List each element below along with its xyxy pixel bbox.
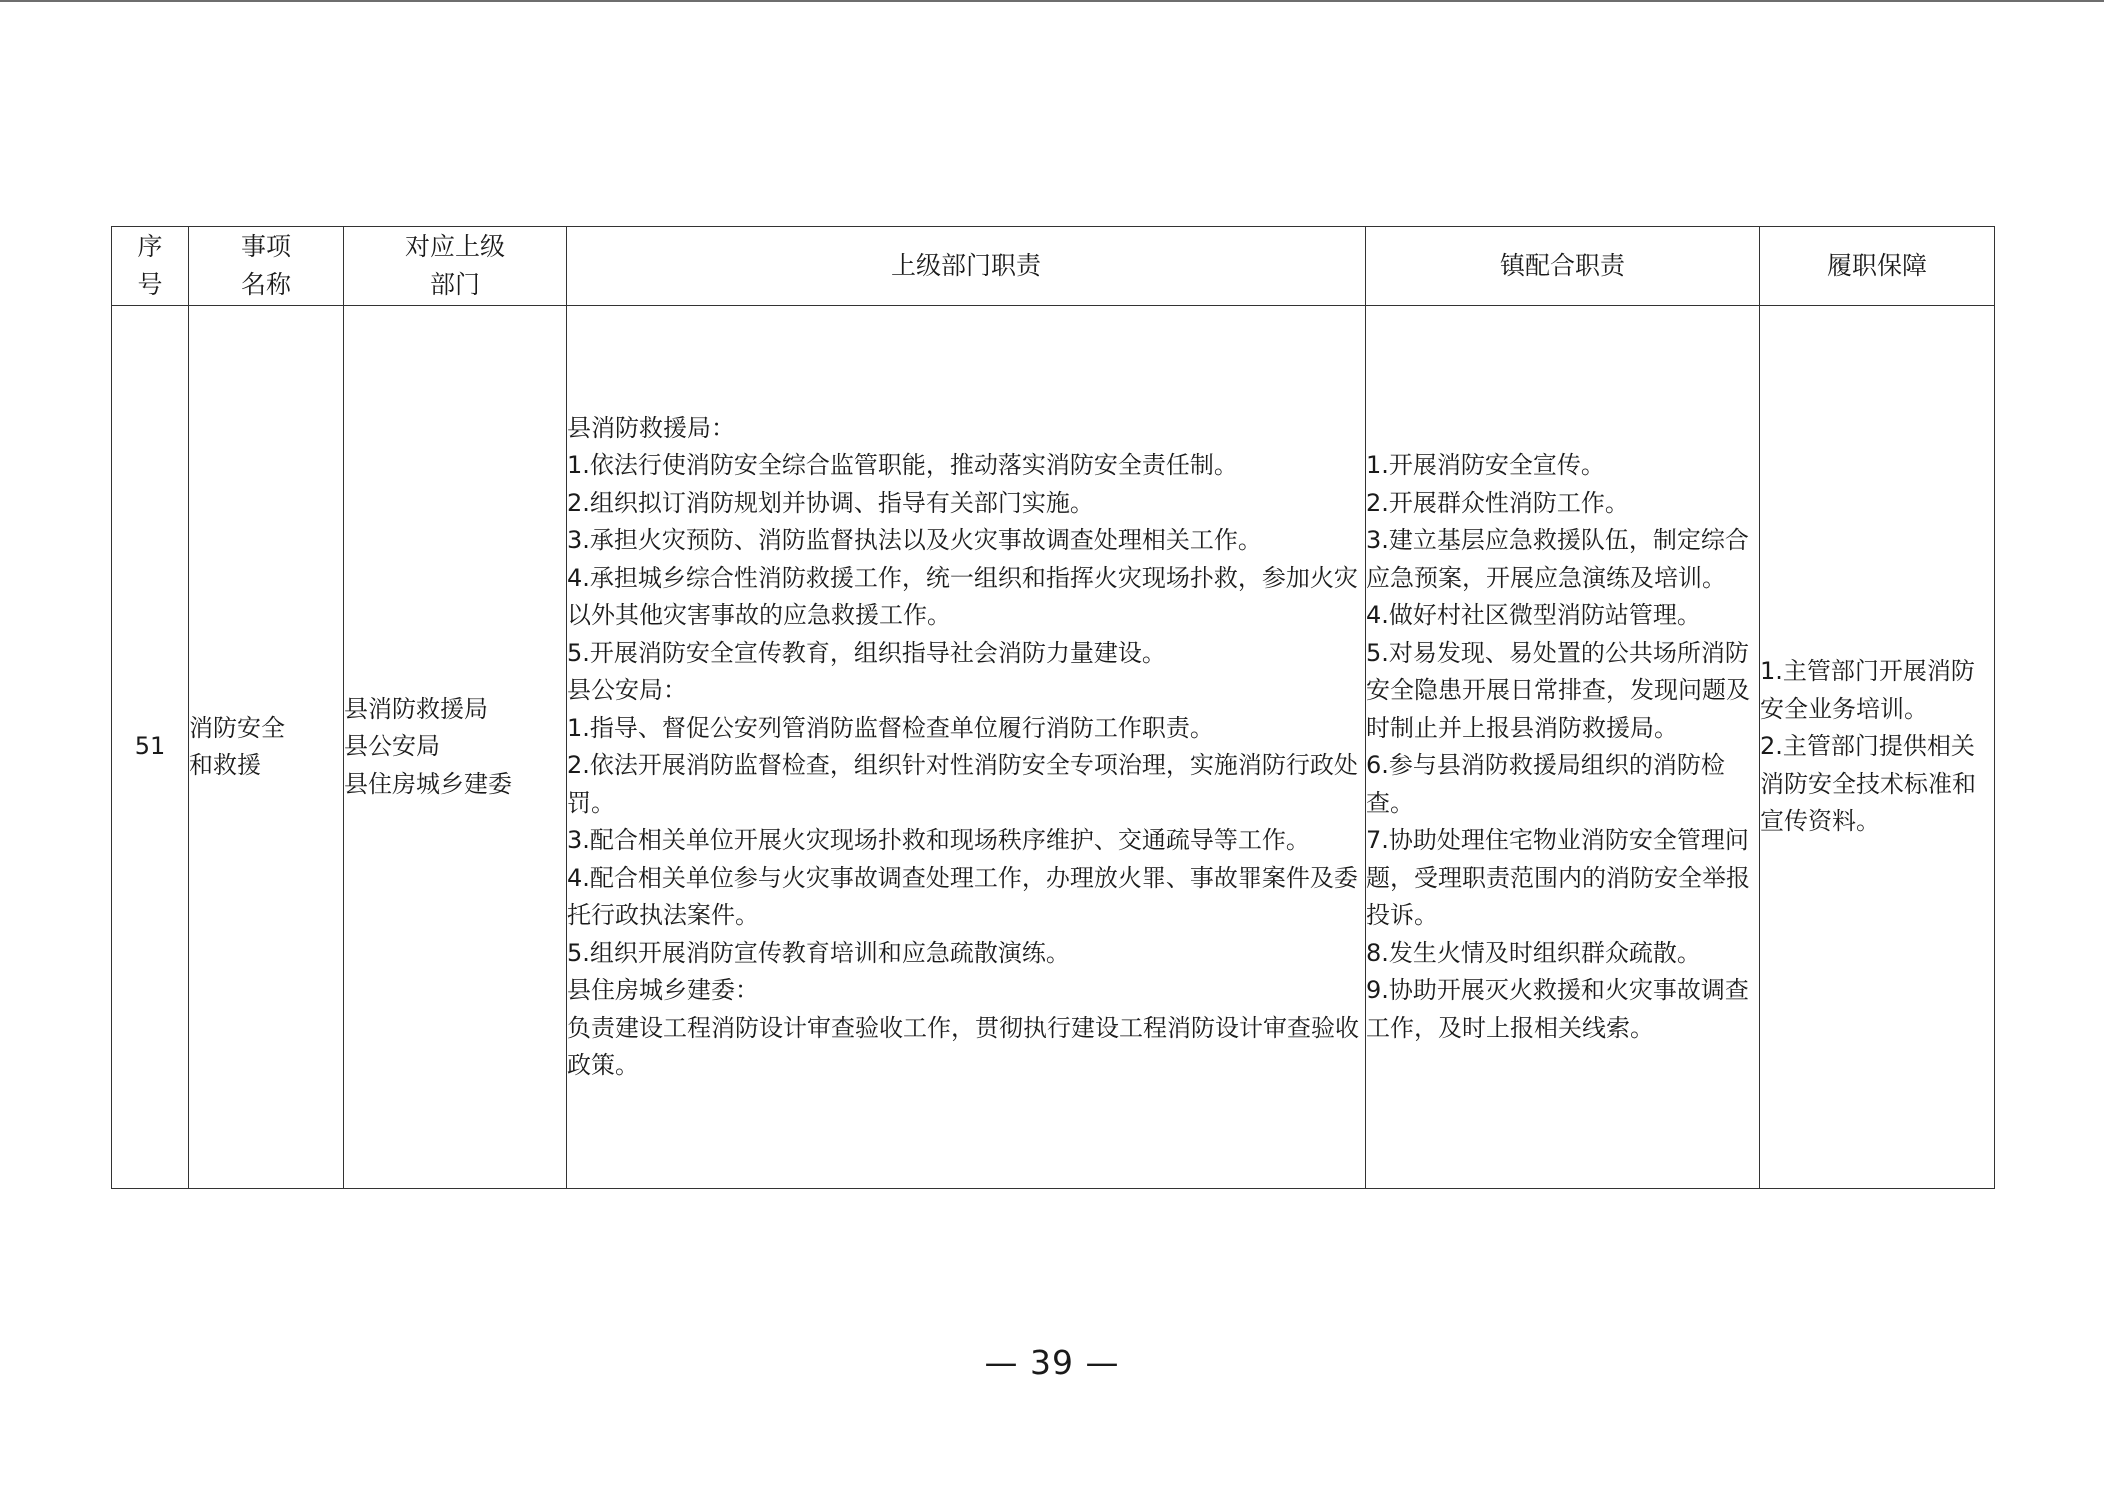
upper-duty-item: 2.依法开展消防监督检查，组织针对性消防安全专项治理，实施消防行政处罚。	[567, 751, 1358, 817]
table-row	[112, 306, 1995, 1189]
upper-duty-item: 1.依法行使消防安全综合监管职能，推动落实消防安全责任制。	[567, 451, 1238, 479]
header-town-duties: 镇配合职责	[1366, 227, 1760, 306]
header-item-name-line-1: 事项	[240, 232, 291, 261]
town-duty-item: 2.开展群众性消防工作。	[1366, 488, 1629, 517]
row-upper-depts	[344, 306, 567, 1189]
upper-duty-item: 2.组织拟订消防规划并协调、指导有关部门实施。	[567, 488, 1094, 517]
upper-duty-item: 5.组织开展消防宣传教育培训和应急疏散演练。	[567, 938, 1070, 967]
row-town-duties	[1366, 306, 1760, 1189]
town-duty-item: 6.参与县消防救援局组织的消防检查。	[1366, 751, 1725, 817]
header-item-name	[189, 227, 344, 306]
row-index: 51	[112, 306, 189, 1189]
upper-duty-heading: 县消防救援局：	[567, 413, 735, 442]
header-index-line-1: 序	[137, 232, 163, 261]
page-number: — 39 —	[984, 1343, 1120, 1382]
upper-duty-item: 负责建设工程消防设计审查验收工作，贯彻执行建设工程消防设计审查验收政策。	[567, 1013, 1359, 1079]
upper-duty-item: 4.配合相关单位参与火灾事故调查处理工作，办理放火罪、事故罪案件及委托行政执法案件。	[567, 863, 1358, 929]
town-duty-item: 9.协助开展灭火救援和火灾事故调查工作，及时上报相关线索。	[1366, 976, 1749, 1042]
town-duty-item: 1.开展消防安全宣传。	[1366, 451, 1605, 479]
header-guarantee: 履职保障	[1760, 227, 1995, 306]
dept-item: 县消防救援局	[344, 694, 488, 723]
upper-duty-heading: 县公安局：	[567, 676, 687, 704]
duty-table	[111, 226, 1995, 1189]
header-upper-dept-line-1: 对应上级	[404, 232, 505, 261]
town-duty-item: 3.建立基层应急救援队伍，制定综合应急预案，开展应急演练及培训。	[1366, 526, 1749, 592]
town-duty-item: 4.做好村社区微型消防站管理。	[1366, 601, 1701, 629]
header-upper-duties: 上级部门职责	[567, 227, 1366, 306]
upper-duty-item: 5.开展消防安全宣传教育，组织指导社会消防力量建设。	[567, 638, 1166, 667]
guarantee-item: 2.主管部门提供相关消防安全技术标准和宣传资料。	[1760, 732, 1976, 836]
header-index-line-2: 号	[137, 270, 163, 299]
row-upper-duties	[567, 306, 1366, 1189]
town-duty-item: 8.发生火情及时组织群众疏散。	[1366, 938, 1701, 967]
dept-item: 县公安局	[344, 732, 440, 761]
upper-duty-item: 3.配合相关单位开展火灾现场扑救和现场秩序维护、交通疏导等工作。	[567, 826, 1310, 854]
town-duty-item: 5.对易发现、易处置的公共场所消防安全隐患开展日常排查，发现问题及时制止并上报县消防救援局。	[1366, 638, 1750, 742]
table-header-row	[112, 227, 1995, 306]
item-name-line-2: 和救援	[189, 751, 261, 779]
upper-duty-item: 4.承担城乡综合性消防救援工作，统一组织和指挥火灾现场扑救，参加火灾以外其他灾害事故的应急救援工作。	[567, 563, 1358, 629]
town-duty-item: 7.协助处理住宅物业消防安全管理问题，受理职责范围内的消防安全举报投诉。	[1366, 826, 1750, 929]
header-upper-dept	[344, 227, 567, 306]
dept-item: 县住房城乡建委	[344, 769, 512, 798]
page-top-border	[0, 0, 2104, 2]
upper-duty-item: 1.指导、督促公安列管消防监督检查单位履行消防工作职责。	[567, 713, 1214, 742]
upper-duty-heading: 县住房城乡建委：	[567, 976, 759, 1004]
guarantee-item: 1.主管部门开展消防安全业务培训。	[1760, 657, 1975, 723]
header-item-name-line-2: 名称	[240, 270, 291, 299]
header-index	[112, 227, 189, 306]
row-item-name	[189, 306, 344, 1189]
upper-duty-item: 3.承担火灾预防、消防监督执法以及火灾事故调查处理相关工作。	[567, 526, 1262, 554]
row-guarantees	[1760, 306, 1995, 1189]
header-upper-dept-line-2: 部门	[429, 270, 480, 299]
item-name-line-1: 消防安全	[189, 713, 285, 742]
